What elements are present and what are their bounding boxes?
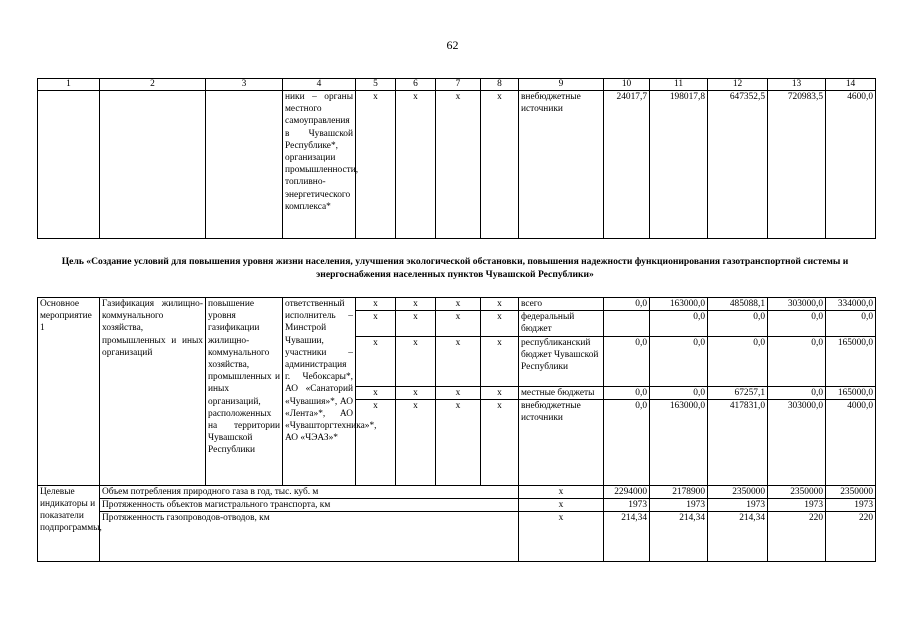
column-number: 12 [708, 79, 768, 91]
x-cell: x [356, 298, 396, 311]
x-cell: x [481, 336, 519, 386]
column-number: 1 [38, 79, 100, 91]
table-row [38, 298, 876, 311]
x-cell: x [396, 311, 436, 336]
indicator-name: Протяженность объектов магистрального транспорта, км [100, 499, 519, 512]
x-cell: x [396, 91, 436, 239]
value-cell: 720983,5 [768, 91, 826, 239]
value-cell: 0,0 [708, 311, 768, 336]
x-cell: x [519, 512, 604, 562]
value-cell: 163000,0 [650, 298, 708, 311]
value-cell: 0,0 [768, 311, 826, 336]
value-cell: 1973 [768, 499, 826, 512]
value-cell: 220 [826, 512, 876, 562]
x-cell: x [436, 399, 481, 485]
value-cell: 485088,1 [708, 298, 768, 311]
x-cell: x [356, 311, 396, 336]
empty-cell [38, 91, 100, 239]
value-cell: 214,34 [604, 512, 650, 562]
measure-label: Основное мероприятие 1 [38, 298, 100, 486]
funding-source: федеральный бюджет [519, 311, 604, 336]
x-cell: x [481, 298, 519, 311]
x-cell: x [519, 499, 604, 512]
x-cell: x [436, 336, 481, 386]
indicator-row [38, 499, 876, 512]
column-number: 11 [650, 79, 708, 91]
value-cell [604, 311, 650, 336]
value-cell: 1973 [708, 499, 768, 512]
indicator-row [38, 485, 876, 498]
program-table-bottom [37, 297, 876, 562]
funding-source: местные бюджеты [519, 386, 604, 399]
value-cell: 303000,0 [768, 399, 826, 485]
value-cell: 67257,1 [708, 386, 768, 399]
value-cell: 198017,8 [650, 91, 708, 239]
x-cell: x [356, 91, 396, 239]
value-cell: 0,0 [768, 336, 826, 386]
value-cell: 0,0 [650, 311, 708, 336]
value-cell: 2350000 [826, 485, 876, 498]
x-cell: x [481, 399, 519, 485]
empty-cell [206, 91, 283, 239]
value-cell: 165000,0 [826, 336, 876, 386]
value-cell: 0,0 [604, 336, 650, 386]
value-cell: 2294000 [604, 485, 650, 498]
indicator-row [38, 512, 876, 562]
x-cell: x [481, 311, 519, 336]
table-row [38, 91, 876, 239]
value-cell: 0,0 [650, 336, 708, 386]
column-number: 13 [768, 79, 826, 91]
value-cell: 214,34 [708, 512, 768, 562]
x-cell: x [436, 298, 481, 311]
x-cell: x [436, 386, 481, 399]
value-cell: 303000,0 [768, 298, 826, 311]
x-cell: x [436, 311, 481, 336]
column-number-row [38, 79, 876, 91]
value-cell: 4600,0 [826, 91, 876, 239]
funding-source: внебюджетные источники [519, 91, 604, 239]
value-cell: 0,0 [604, 399, 650, 485]
x-cell: x [436, 91, 481, 239]
value-cell: 334000,0 [826, 298, 876, 311]
column-number: 4 [283, 79, 356, 91]
x-cell: x [481, 386, 519, 399]
value-cell: 2350000 [768, 485, 826, 498]
column-number: 6 [396, 79, 436, 91]
value-cell: 0,0 [650, 386, 708, 399]
page-number: 62 [446, 38, 459, 52]
value-cell: 24017,7 [604, 91, 650, 239]
value-cell: 220 [768, 512, 826, 562]
indicators-label: Целевые индикаторы и показатели подпрограммы, [38, 485, 100, 561]
x-cell: x [519, 485, 604, 498]
value-cell: 0,0 [708, 336, 768, 386]
measure-title: Газификация жилищно-коммунального хозяйства, промышленных и иных организаций [100, 298, 206, 486]
column-number: 10 [604, 79, 650, 91]
value-cell: 1973 [604, 499, 650, 512]
column-number: 9 [519, 79, 604, 91]
x-cell: x [396, 336, 436, 386]
value-cell: 0,0 [604, 298, 650, 311]
value-cell: 647352,5 [708, 91, 768, 239]
indicator-name: Объем потребления природного газа в год, тыс. куб. м [100, 485, 519, 498]
column-number: 8 [481, 79, 519, 91]
value-cell: 1973 [826, 499, 876, 512]
column-number: 14 [826, 79, 876, 91]
column-number: 7 [436, 79, 481, 91]
indicator-name: Протяженность газопроводов-отводов, км [100, 512, 519, 562]
value-cell: 417831,0 [708, 399, 768, 485]
x-cell: x [396, 298, 436, 311]
column-number: 5 [356, 79, 396, 91]
funding-source: всего [519, 298, 604, 311]
value-cell: 163000,0 [650, 399, 708, 485]
x-cell: x [356, 399, 396, 485]
measure-goal: повышение уровня газификации жилищно-коммунального хозяйства, промышленных и иных организаций, расположенных на территории Чувашской Республики [206, 298, 283, 486]
value-cell: 4000,0 [826, 399, 876, 485]
column-number: 3 [206, 79, 283, 91]
program-table-top [37, 78, 876, 239]
executor-cell: ники – органы местного самоуправления в Чувашской Республике*, организации промышленности, топливно-энергетического комплекса* [283, 91, 356, 239]
column-number: 2 [100, 79, 206, 91]
value-cell: 2178900 [650, 485, 708, 498]
funding-source: внебюджетные источники [519, 399, 604, 485]
value-cell: 2350000 [708, 485, 768, 498]
value-cell: 214,34 [650, 512, 708, 562]
value-cell: 0,0 [604, 386, 650, 399]
goal-heading: Цель «Создание условий для повышения уровня жизни населения, улучшения экологической обстановки, повышения надежности функционирования газотранспортной системы и энергоснабжения населенных пунктов Чувашской Республики» [61, 256, 849, 280]
x-cell: x [356, 386, 396, 399]
x-cell: x [481, 91, 519, 239]
value-cell: 165000,0 [826, 386, 876, 399]
funding-source: республиканский бюджет Чувашской Республики [519, 336, 604, 386]
x-cell: x [396, 386, 436, 399]
value-cell: 0,0 [826, 311, 876, 336]
x-cell: x [396, 399, 436, 485]
value-cell: 0,0 [768, 386, 826, 399]
measure-executor: ответственный исполнитель – Минстрой Чувашии, участники – администрация г. Чебоксары*, АО «Санаторий «Чувашия»*, АО «Лента»*, АО «Чувашторгтехника»*, АО «ЧЭАЗ»* [283, 298, 356, 486]
value-cell: 1973 [650, 499, 708, 512]
x-cell: x [356, 336, 396, 386]
empty-cell [100, 91, 206, 239]
